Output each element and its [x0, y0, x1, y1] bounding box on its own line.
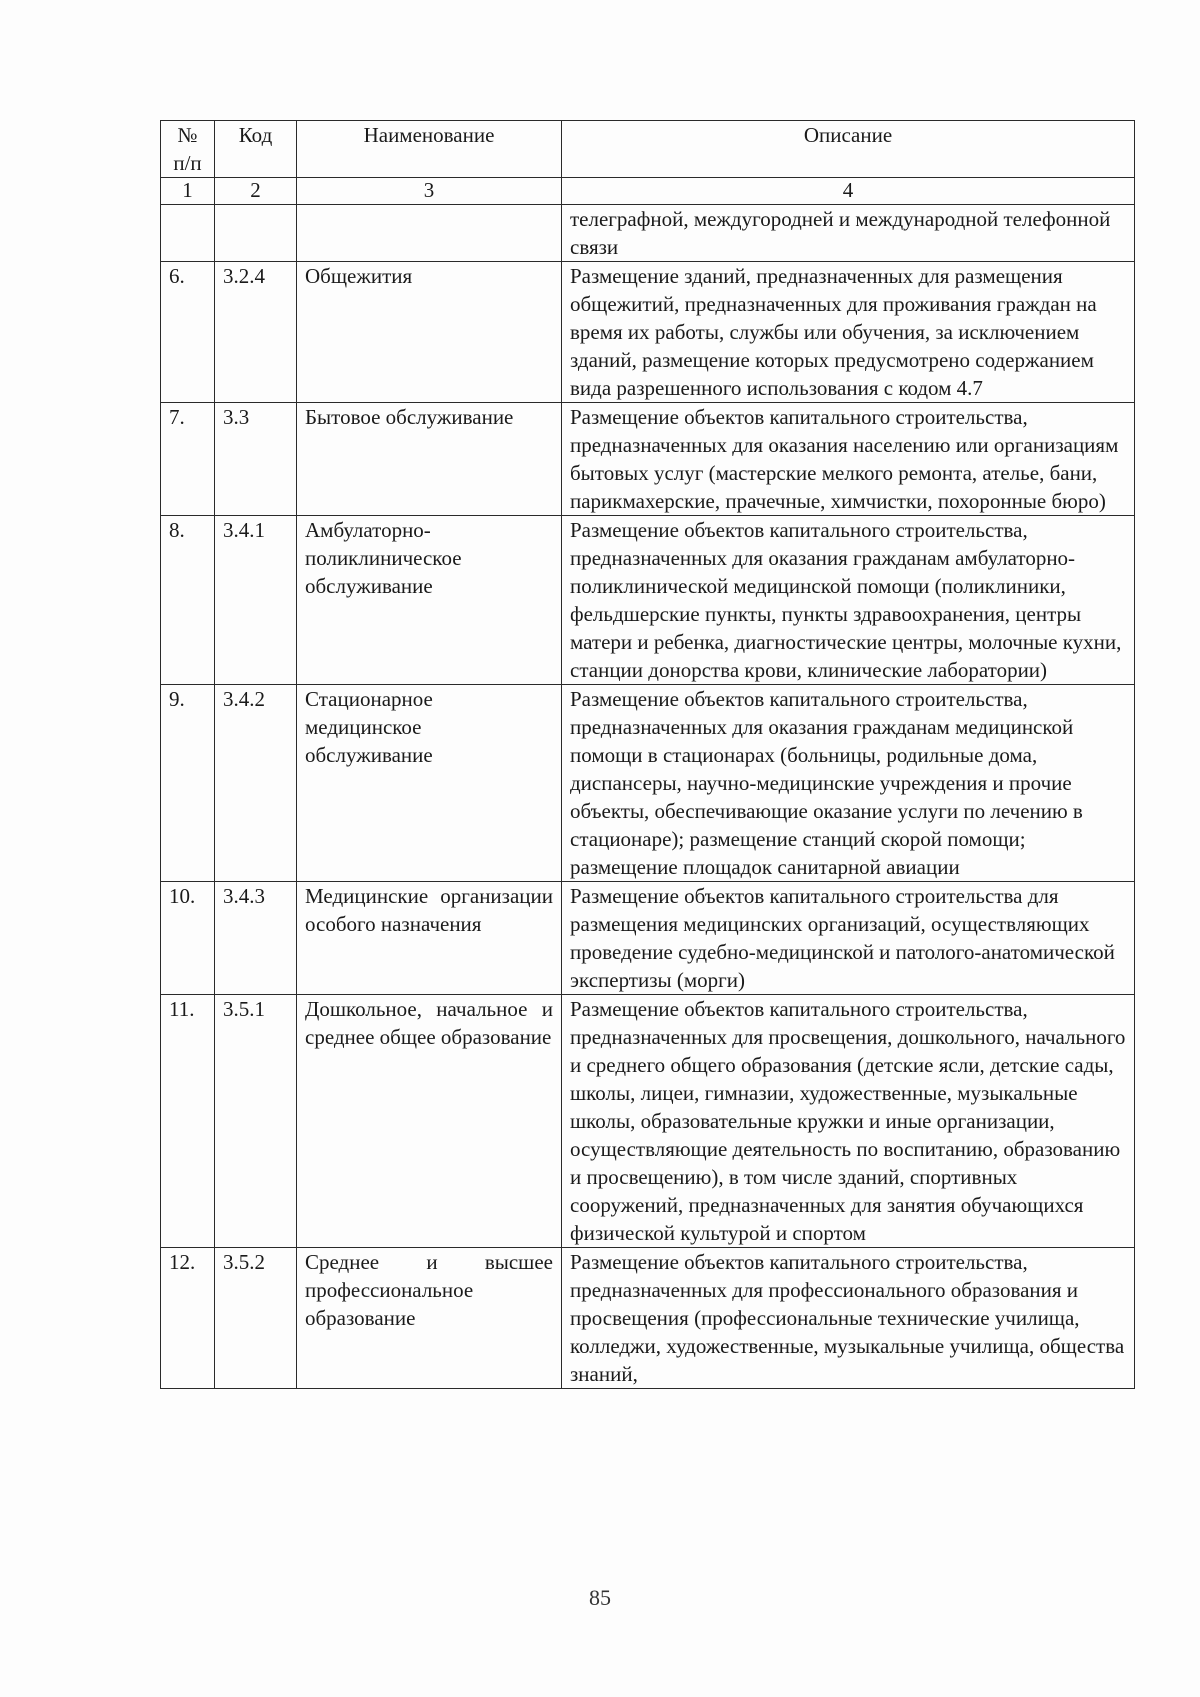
header-number: № п/п — [161, 121, 215, 178]
row-number: 8. — [161, 516, 215, 685]
table-row — [161, 403, 1135, 516]
row-code: 3.3 — [215, 403, 297, 516]
row-code: 3.5.2 — [215, 1248, 297, 1389]
row-number — [161, 205, 215, 262]
page-number: 85 — [589, 1585, 611, 1610]
table-row — [161, 205, 1135, 262]
row-code: 3.4.2 — [215, 685, 297, 882]
table-row — [161, 995, 1135, 1248]
table-row — [161, 516, 1135, 685]
row-description: Размещение объектов капитального строительства, предназначенных для профессионального образования и просвещения (профессиональные технические училища, колледжи, художественные, музыкальные училища, общества знаний, — [562, 1248, 1135, 1389]
row-description: Размещение объектов капитального строительства, предназначенных для оказания населению или организациям бытовых услуг (мастерские мелкого ремонта, ателье, бани, парикмахерские, прачечные, химчистки, похоронные бюро) — [562, 403, 1135, 516]
row-description: телеграфной, междугородней и международной телефонной связи — [562, 205, 1135, 262]
row-number: 7. — [161, 403, 215, 516]
row-code: 3.5.1 — [215, 995, 297, 1248]
header-code: Код — [215, 121, 297, 178]
row-number: 12. — [161, 1248, 215, 1389]
row-code: 3.4.3 — [215, 882, 297, 995]
row-name: Среднее и высшее профессиональное образование — [297, 1248, 562, 1389]
header-description: Описание — [562, 121, 1135, 178]
row-name: Медицинские организации особого назначения — [297, 882, 562, 995]
row-code: 3.2.4 — [215, 262, 297, 403]
row-number: 9. — [161, 685, 215, 882]
row-number: 10. — [161, 882, 215, 995]
row-name: Стационарное медицинское обслуживание — [297, 685, 562, 882]
row-name — [297, 205, 562, 262]
table-header-row — [161, 121, 1135, 178]
row-name: Бытовое обслуживание — [297, 403, 562, 516]
row-code: 3.4.1 — [215, 516, 297, 685]
row-name: Дошкольное, начальное и среднее общее образование — [297, 995, 562, 1248]
table-row — [161, 262, 1135, 403]
row-description: Размещение зданий, предназначенных для размещения общежитий, предназначенных для проживания граждан на время их работы, службы или обучения, за исключением зданий, размещение которых предусмотрено содержанием вида разрешенного использования с кодом 4.7 — [562, 262, 1135, 403]
row-description: Размещение объектов капитального строительства, предназначенных для оказания гражданам медицинской помощи в стационарах (больницы, родильные дома, диспансеры, научно-медицинские учреждения и прочие объекты, обеспечивающие оказание услуги по лечению в стационаре); размещение станций скорой помощи; размещение площадок санитарной авиации — [562, 685, 1135, 882]
column-number-row — [161, 178, 1135, 205]
column-number: 4 — [562, 178, 1135, 205]
column-number: 1 — [161, 178, 215, 205]
table-row — [161, 1248, 1135, 1389]
row-number: 11. — [161, 995, 215, 1248]
land-use-table — [160, 120, 1135, 1389]
row-number: 6. — [161, 262, 215, 403]
row-description: Размещение объектов капитального строительства, предназначенных для оказания гражданам амбулаторно-поликлинической медицинской помощи (поликлиники, фельдшерские пункты, пункты здравоохранения, центры матери и ребенка, диагностические центры, молочные кухни, станции донорства крови, клинические лаборатории) — [562, 516, 1135, 685]
row-code — [215, 205, 297, 262]
header-name: Наименование — [297, 121, 562, 178]
table-row — [161, 685, 1135, 882]
row-description: Размещение объектов капитального строительства, предназначенных для просвещения, дошкольного, начального и среднего общего образования (детские ясли, детские сады, школы, лицеи, гимназии, художественные, музыкальные школы, образовательные кружки и иные организации, осуществляющие деятельность по воспитанию, образованию и просвещению), в том числе зданий, спортивных сооружений, предназначенных для занятия обучающихся физической культурой и спортом — [562, 995, 1135, 1248]
row-description: Размещение объектов капитального строительства для размещения медицинских организаций, осуществляющих проведение судебно-медицинской и патолого-анатомической экспертизы (морги) — [562, 882, 1135, 995]
row-name: Амбулаторно-поликлиническое обслуживание — [297, 516, 562, 685]
row-name: Общежития — [297, 262, 562, 403]
table-row — [161, 882, 1135, 995]
column-number: 3 — [297, 178, 562, 205]
column-number: 2 — [215, 178, 297, 205]
